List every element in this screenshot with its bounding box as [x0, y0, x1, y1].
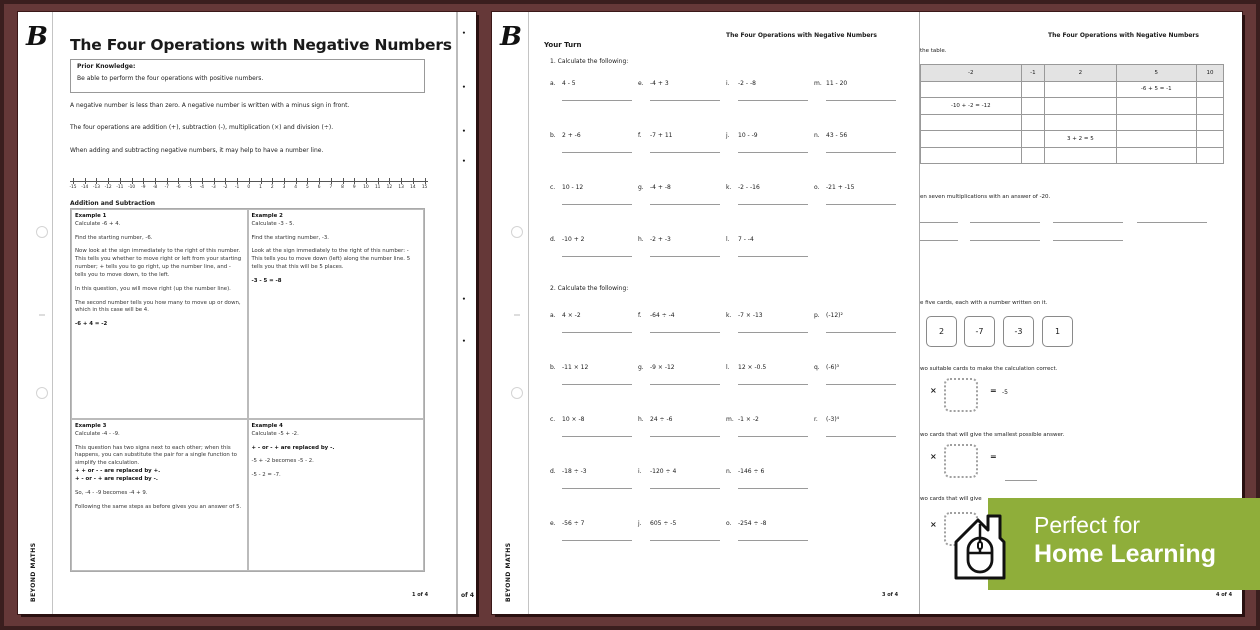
intro-paragraph: A negative number is less than zero. A negative number is written with a minus sign in front. [70, 102, 350, 109]
answer-line[interactable] [826, 204, 896, 205]
number-line-tick: 11 [373, 178, 383, 190]
question-expression: -120 ÷ 4 [650, 468, 677, 475]
example-line: Calculate -4 - -9. [75, 430, 120, 437]
examples-grid [70, 208, 425, 572]
number-line-tick: -10 [127, 178, 137, 190]
question-item [638, 236, 718, 243]
table-row [921, 98, 1224, 115]
question-item [638, 364, 718, 371]
answer-line[interactable] [738, 540, 808, 541]
question-label: m. [726, 416, 734, 423]
question-label: l. [726, 236, 730, 243]
table-row [921, 114, 1224, 131]
banner-line-1: Perfect for [1034, 512, 1141, 538]
question-expression: 10 - -9 [738, 132, 758, 139]
table-cell[interactable] [1196, 81, 1223, 98]
house-mouse-icon [952, 508, 1024, 580]
question-item [726, 416, 806, 423]
intro-paragraph: The four operations are addition (+), subtraction (-), multiplication (×) and division (÷). [70, 124, 334, 131]
question-item [726, 236, 806, 243]
question-expression: -18 ÷ -3 [562, 468, 587, 475]
question-expression: 605 ÷ -5 [650, 520, 677, 527]
fold-mark [514, 314, 520, 316]
number-line-tick: 13 [396, 178, 406, 190]
question-expression: -11 × 12 [562, 364, 589, 371]
question-text: wo suitable cards to make the calculation correct. [920, 366, 1058, 372]
question-text: e five cards, each with a number written on it. [920, 300, 1048, 306]
number-line-tick: -3 [209, 178, 219, 190]
question-expression: 43 - 56 [826, 132, 848, 139]
table-cell: -10 + -2 = -12 [921, 98, 1022, 115]
answer-line[interactable] [826, 436, 896, 437]
number-line-tick: -4 [197, 178, 207, 190]
example-line: This question has two signs next to each other; when this happens, you can substitute the pair for a single function to simplify the calculation. [75, 444, 237, 467]
question-1-instruction: 1. Calculate the following: [550, 58, 629, 65]
number-line-tick: 15 [420, 178, 430, 190]
table-cell[interactable] [1021, 131, 1045, 148]
question-item [814, 184, 894, 191]
question-expression: -2 - -8 [738, 80, 756, 87]
question-item [814, 80, 894, 87]
question-label: o. [726, 520, 732, 527]
answer-line[interactable] [562, 384, 632, 385]
question-item [726, 520, 806, 527]
question-label: r. [814, 416, 818, 423]
answer-line[interactable] [738, 204, 808, 205]
example-line: In this question, you will move right (up the number line). [75, 285, 231, 292]
worksheet-page-1 [18, 12, 476, 614]
number-line-tick: 7 [326, 178, 336, 190]
table-cell[interactable] [1045, 147, 1116, 164]
question-item [638, 520, 718, 527]
answer-line[interactable] [738, 152, 808, 153]
question-expression: -10 + 2 [562, 236, 585, 243]
question-item [814, 312, 894, 319]
table-cell[interactable] [1196, 114, 1223, 131]
answer-line[interactable] [650, 152, 720, 153]
number-line-tick: 9 [349, 178, 359, 190]
page-number: 1 of 4 [412, 592, 429, 598]
operator: × [930, 452, 937, 461]
answer-line[interactable] [1137, 222, 1207, 223]
question-expression: 12 × -0.5 [738, 364, 767, 371]
question-2-instruction: 2. Calculate the following: [550, 285, 629, 292]
table-cell[interactable] [1045, 81, 1116, 98]
example-line: The second number tells you how many to move up or down, which in this case will be 4. [75, 299, 241, 314]
question-expression: -9 × -12 [650, 364, 675, 371]
question-expression: (-6)³ [826, 364, 840, 371]
number-line-tick: -11 [115, 178, 125, 190]
number-line-tick: 2 [267, 178, 277, 190]
question-label: i. [726, 80, 730, 87]
question-expression: (-3)⁴ [826, 416, 840, 423]
example-heading: Example 4 [251, 423, 283, 429]
table-cell[interactable] [1021, 81, 1045, 98]
table-cell[interactable] [1116, 114, 1196, 131]
example-line: Calculate -3 - 5. [251, 220, 295, 227]
answer-line[interactable] [650, 384, 720, 385]
answer-line[interactable] [650, 436, 720, 437]
example-line: Find the starting number, -3. [251, 234, 329, 241]
question-item [550, 468, 630, 475]
question-label: n. [726, 468, 732, 475]
punch-hole-icon [36, 226, 48, 238]
table-cell: 3 + 2 = 5 [1045, 131, 1116, 148]
number-line-tick: -8 [150, 178, 160, 190]
number-line-tick: 10 [361, 178, 371, 190]
number-line-tick: 6 [314, 178, 324, 190]
question-label: e. [638, 80, 644, 87]
number-line-tick: -15 [68, 178, 78, 190]
answer-line[interactable] [970, 240, 1040, 241]
underlying-page-edge: • • • • • • of 4 [456, 12, 476, 614]
number-line [68, 178, 430, 198]
question-item [550, 132, 630, 139]
page-header: The Four Operations with Negative Numbers [726, 32, 877, 39]
question-label: c. [550, 416, 556, 423]
table-header-cell: -2 [921, 65, 1022, 82]
question-label: h. [638, 236, 644, 243]
question-expression: -2 + -3 [650, 236, 671, 243]
question-item [550, 236, 630, 243]
answer-line[interactable] [562, 540, 632, 541]
question-label: k. [726, 312, 732, 319]
question-item [726, 132, 806, 139]
question-label: d. [550, 236, 556, 243]
question-label: p. [814, 312, 820, 319]
table-cell[interactable] [1021, 98, 1045, 115]
answer-line[interactable] [738, 384, 808, 385]
question-item [726, 312, 806, 319]
answer-line[interactable] [562, 488, 632, 489]
answer-line[interactable] [1005, 480, 1037, 481]
question-label: n. [814, 132, 820, 139]
question-item [550, 364, 630, 371]
page-spine [52, 12, 53, 614]
answer-line[interactable] [562, 204, 632, 205]
table-row [921, 81, 1224, 98]
example-4 [248, 419, 425, 571]
table-row [921, 147, 1224, 164]
question-item [726, 364, 806, 371]
question-item [726, 80, 806, 87]
question-expression: -254 ÷ -8 [738, 520, 767, 527]
table-cell[interactable] [1196, 131, 1223, 148]
question-item [726, 184, 806, 191]
example-rule: + - or - + are replaced by -. [251, 444, 335, 451]
answer-line[interactable] [970, 222, 1040, 223]
table-cell[interactable] [1021, 114, 1045, 131]
answer-line[interactable] [650, 332, 720, 333]
question-expression: 10 - 12 [562, 184, 584, 191]
example-3 [71, 419, 248, 571]
example-1 [71, 209, 248, 419]
question-item [726, 468, 806, 475]
answer-line[interactable] [738, 256, 808, 257]
number-line-tick: -5 [185, 178, 195, 190]
question-item [550, 312, 630, 319]
table-cell[interactable] [921, 114, 1022, 131]
answer-line[interactable] [1053, 240, 1123, 241]
beyond-brand-vertical: BEYOND MATHS [30, 542, 37, 602]
fold-mark [39, 314, 45, 316]
question-label: a. [550, 80, 556, 87]
question-expression: -64 ÷ -4 [650, 312, 675, 319]
question-label: f. [638, 132, 642, 139]
table-cell[interactable] [1045, 98, 1116, 115]
card-slot[interactable] [944, 378, 978, 412]
example-answer: -6 + 4 = -2 [75, 321, 108, 328]
question-label: k. [726, 184, 732, 191]
prior-knowledge-text: Be able to perform the four operations with positive numbers. [77, 75, 264, 82]
calc-result: -5 [1002, 389, 1008, 396]
question-item [814, 132, 894, 139]
table-cell[interactable] [921, 131, 1022, 148]
answer-line[interactable] [826, 152, 896, 153]
page-number: 4 of 4 [1216, 592, 1233, 598]
answer-line[interactable] [738, 488, 808, 489]
question-label: b. [550, 364, 556, 371]
question-label: j. [638, 520, 642, 527]
question-item [638, 80, 718, 87]
example-rule: + - or - + are replaced by -. [75, 475, 158, 482]
answer-line[interactable] [738, 436, 808, 437]
table-header-row [921, 65, 1224, 82]
question-expression: 4 - 5 [562, 80, 576, 87]
number-line-tick: -6 [173, 178, 183, 190]
operations-table [920, 64, 1224, 164]
operator: = [990, 452, 997, 461]
question-text: en seven multiplications with an answer of -20. [920, 194, 1051, 200]
answer-line[interactable] [738, 332, 808, 333]
question-text: wo cards that will give the smallest possible answer. [920, 432, 1065, 438]
number-card: -3 [1003, 316, 1034, 347]
question-expression: 7 - -4 [738, 236, 754, 243]
example-line: Find the starting number, -6. [75, 234, 153, 241]
table-cell: -6 + 5 = -1 [1116, 81, 1196, 98]
punch-hole-icon [511, 387, 523, 399]
question-label: o. [814, 184, 820, 191]
number-line-tick: 1 [256, 178, 266, 190]
question-expression: 24 ÷ -6 [650, 416, 673, 423]
answer-line[interactable] [562, 256, 632, 257]
number-card: 2 [926, 316, 957, 347]
number-line-tick: -13 [91, 178, 101, 190]
question-item [550, 416, 630, 423]
question-label: j. [726, 132, 730, 139]
number-line-tick: 3 [279, 178, 289, 190]
under-page-number: of 4 [461, 592, 474, 599]
card-slot[interactable] [944, 444, 978, 478]
table-row [921, 131, 1224, 148]
question-expression: -2 - -16 [738, 184, 760, 191]
table-cell[interactable] [921, 81, 1022, 98]
banner-line-2: Home Learning [1034, 540, 1216, 568]
answer-line[interactable] [562, 332, 632, 333]
answer-line[interactable] [650, 540, 720, 541]
question-item [550, 184, 630, 191]
number-card: 1 [1042, 316, 1073, 347]
question-item [638, 312, 718, 319]
operator: × [930, 386, 937, 395]
question-item [638, 184, 718, 191]
table-cell[interactable] [1116, 98, 1196, 115]
number-line-tick: -1 [232, 178, 242, 190]
question-label: c. [550, 184, 556, 191]
question-label: e. [550, 520, 556, 527]
answer-line[interactable] [650, 100, 720, 101]
table-header-cell: 5 [1116, 65, 1196, 82]
table-cell[interactable] [1116, 131, 1196, 148]
section-heading: Addition and Subtraction [70, 200, 156, 207]
table-cell[interactable] [1196, 98, 1223, 115]
example-line: Calculate -6 + 4. [75, 220, 121, 227]
question-item [550, 520, 630, 527]
answer-line[interactable] [562, 152, 632, 153]
example-heading: Example 2 [251, 213, 283, 219]
table-cell[interactable] [1021, 147, 1045, 164]
number-line-tick: -7 [162, 178, 172, 190]
question-item [550, 80, 630, 87]
table-cell[interactable] [921, 147, 1022, 164]
question-label: f. [638, 312, 642, 319]
question-expression: -146 ÷ 6 [738, 468, 765, 475]
answer-line[interactable] [562, 436, 632, 437]
question-text: wo cards that will give [920, 496, 982, 502]
answer-line[interactable] [650, 256, 720, 257]
example-rule: + + or - - are replaced by +. [75, 468, 161, 475]
beyond-brand-vertical: BEYOND MATHS [505, 542, 512, 602]
question-label: l. [726, 364, 730, 371]
your-turn-heading: Your Turn [544, 41, 582, 49]
table-cell[interactable] [1196, 147, 1223, 164]
question-expression: -21 + -15 [826, 184, 855, 191]
answer-line[interactable] [826, 100, 896, 101]
table-cell[interactable] [1116, 147, 1196, 164]
prior-knowledge-box [70, 59, 425, 93]
example-line: Following the same steps as before gives you an answer of 5. [75, 503, 242, 510]
example-line: Calculate -5 + -2. [251, 430, 299, 437]
question-item [638, 468, 718, 475]
question-item [814, 364, 894, 371]
question-expression: -4 + -8 [650, 184, 671, 191]
answer-line[interactable] [920, 222, 958, 223]
example-heading: Example 1 [75, 213, 107, 219]
question-expression: 10 × -8 [562, 416, 585, 423]
table-header-cell: -1 [1021, 65, 1045, 82]
punch-hole-icon [36, 387, 48, 399]
number-line-tick: 12 [384, 178, 394, 190]
question-label: a. [550, 312, 556, 319]
number-line-tick: 5 [302, 178, 312, 190]
number-line-tick: -9 [138, 178, 148, 190]
number-line-tick: 8 [338, 178, 348, 190]
answer-line[interactable] [826, 332, 896, 333]
table-cell[interactable] [1045, 114, 1116, 131]
question-label: d. [550, 468, 556, 475]
number-line-tick: 4 [291, 178, 301, 190]
number-line-tick: -2 [220, 178, 230, 190]
operator: = [990, 386, 997, 395]
question-label: q. [814, 364, 820, 371]
answer-line[interactable] [826, 384, 896, 385]
question-expression: 11 - 20 [826, 80, 848, 87]
answer-line[interactable] [738, 100, 808, 101]
table-header-cell: 2 [1045, 65, 1116, 82]
number-line-tick: -12 [103, 178, 113, 190]
question-label: g. [638, 364, 644, 371]
question-item [638, 416, 718, 423]
example-answer: -3 - 5 = -8 [251, 277, 282, 284]
operator: × [930, 520, 937, 529]
example-heading: Example 3 [75, 423, 107, 429]
brand-logo-icon: B [26, 22, 48, 52]
number-card: -7 [964, 316, 995, 347]
question-label: b. [550, 132, 556, 139]
example-line: -5 - 2 = -7. [251, 472, 281, 479]
question-label: h. [638, 416, 644, 423]
question-expression: 4 × -2 [562, 312, 581, 319]
number-line-tick: 0 [244, 178, 254, 190]
question-label: i. [638, 468, 642, 475]
question-expression: -56 ÷ 7 [562, 520, 585, 527]
intro-paragraph: When adding and subtracting negative numbers, it may help to have a number line. [70, 147, 324, 154]
example-line: Now look at the sign immediately to the right of this number. This tells you whether to move right or left from your starting number; + tells you to go right, up the number line, and - tells you to move down, to the left. [75, 248, 242, 278]
number-line-tick: -14 [80, 178, 90, 190]
brand-logo-icon: B [500, 22, 522, 52]
answer-line[interactable] [650, 204, 720, 205]
question-expression: (-12)² [826, 312, 843, 319]
question-label: m. [814, 80, 822, 87]
worksheet-page-3 [492, 12, 920, 614]
example-line: -5 + -2 becomes -5 - 2. [251, 458, 314, 465]
prior-knowledge-heading: Prior Knowledge: [77, 63, 136, 70]
home-learning-banner [988, 498, 1260, 590]
answer-line[interactable] [562, 100, 632, 101]
page-number: 3 of 4 [882, 592, 899, 598]
number-line-tick: 14 [408, 178, 418, 190]
question-expression: -7 × -13 [738, 312, 763, 319]
table-header-cell: 10 [1196, 65, 1223, 82]
question-item [638, 132, 718, 139]
question-expression: 2 + -6 [562, 132, 581, 139]
question-expression: -4 + 3 [650, 80, 669, 87]
page-spine [528, 12, 529, 614]
question-label: g. [638, 184, 644, 191]
example-line: So, -4 - -9 becomes -4 + 9. [75, 489, 148, 496]
question-text: the table. [920, 48, 947, 54]
question-expression: -1 × -2 [738, 416, 759, 423]
question-item [814, 416, 894, 423]
punch-hole-icon [511, 226, 523, 238]
answer-line[interactable] [1053, 222, 1123, 223]
question-expression: -7 + 11 [650, 132, 673, 139]
page-header: The Four Operations with Negative Numbers [1048, 32, 1199, 39]
example-2 [248, 209, 425, 419]
example-line: Look at the sign immediately to the right of this number: - This tells you to move down (left) along the number line. 5 tells you that this will be 5 places. [251, 248, 411, 271]
page-title: The Four Operations with Negative Numbers [70, 36, 452, 54]
answer-line[interactable] [650, 488, 720, 489]
answer-line[interactable] [920, 240, 958, 241]
